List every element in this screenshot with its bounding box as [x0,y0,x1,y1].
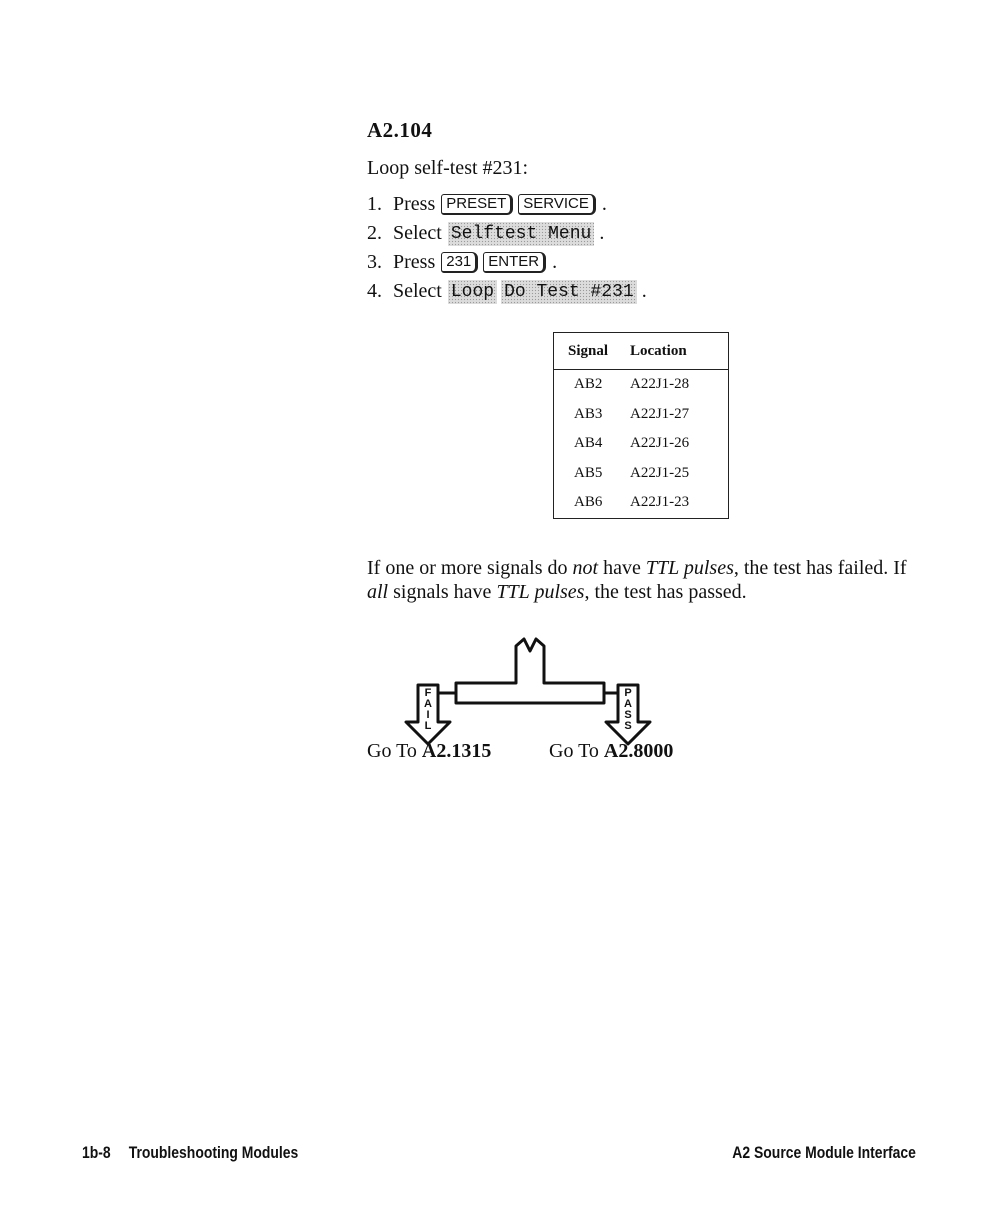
fail-letter: F [424,687,432,699]
table-row [554,370,729,400]
location-cell: A22J1-27 [630,405,690,422]
goto-prefix: Go To [367,740,422,762]
paragraph-text: signals have [388,581,497,603]
chapter-title: Troubleshooting Modules [128,1143,299,1162]
preset-key: PRESET [441,194,513,215]
location-cell: A22J1-25 [630,464,690,481]
goto-prefix: Go To [549,740,604,762]
signal-cell: AB3 [574,405,603,422]
table-header-row [554,333,729,370]
do-test-softkey: Do Test #231 [501,280,637,304]
paragraph-text: have [598,557,646,579]
step-end: . [601,193,607,215]
goto-fail-target: A2.1315 [421,740,492,762]
pass-letter: A [624,698,632,710]
step-number: 3. [367,251,382,273]
signal-cell: AB4 [574,435,603,452]
location-cell: A22J1-26 [630,435,690,452]
step-3 [367,248,647,277]
signal-cell: AB5 [574,464,603,481]
signal-location-table [553,332,729,519]
decision-bar-icon [456,639,604,703]
emphasis-all: all [367,581,389,603]
step-1 [367,190,647,219]
fail-letter: L [424,720,432,732]
fail-letter: A [424,698,432,710]
emphasis-not: not [572,557,599,579]
step-end: . [552,251,558,273]
result-paragraph [367,556,907,604]
step-verb: Select [393,280,442,302]
emphasis-ttl: TTL pulses [496,581,585,603]
step-number: 2. [367,222,382,244]
enter-key: ENTER [483,252,546,273]
column-header-signal: Signal [554,333,630,370]
step-end: . [599,222,605,244]
table-row [554,400,729,430]
paragraph-text: , the test has failed. If [733,557,907,579]
step-end: . [641,280,647,302]
table-row [554,488,729,518]
location-cell: A22J1-23 [630,494,690,511]
pass-letter: S [624,709,632,721]
pass-letter: P [624,687,632,699]
page-number: 1b-8 [82,1143,111,1162]
goto-fail [367,740,491,763]
footer-right: A2 Source Module Interface [732,1143,916,1162]
decision-flow-diagram [390,636,660,746]
number-key: 231 [441,252,478,273]
fail-letter: I [426,709,430,721]
location-cell: A22J1-28 [630,376,690,393]
loop-softkey: Loop [448,280,497,304]
intro-text: Loop self-test #231: [367,157,529,179]
signal-cell: AB2 [574,376,603,393]
section-title: A2.104 [367,118,433,142]
step-list [367,190,647,306]
goto-pass [549,740,673,763]
step-4 [367,277,647,306]
step-number: 4. [367,280,382,302]
step-verb: Press [393,193,436,215]
service-key: SERVICE [518,194,596,215]
goto-pass-target: A2.8000 [603,740,674,762]
signal-cell: AB6 [574,494,603,511]
step-verb: Select [393,222,442,244]
table-row [554,459,729,489]
selftest-menu-softkey: Selftest Menu [448,222,594,246]
footer-left [82,1143,298,1163]
step-number: 1. [367,193,382,215]
emphasis-ttl: TTL pulses [645,557,734,579]
column-header-location: Location [629,333,729,370]
step-verb: Press [393,251,436,273]
step-2 [367,219,647,248]
paragraph-text: If one or more signals do [367,557,573,579]
table-row [554,429,729,459]
pass-letter: S [624,720,632,732]
paragraph-text: , the test has passed. [584,581,747,603]
